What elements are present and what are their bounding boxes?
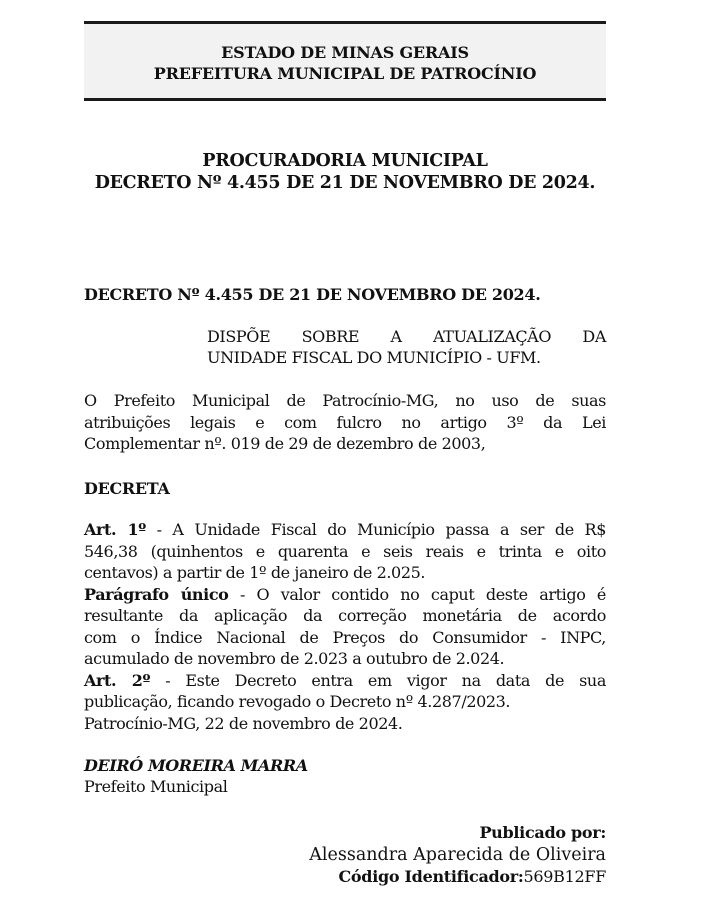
letterhead-municipality: PREFEITURA MUNICIPAL DE PATROCÍNIO [153, 64, 537, 83]
article-1-line-3: centavos) a partir de 1º de janeiro de 2.025. [84, 563, 426, 582]
article-1-line-2: 546,38 (quinhentos e quarenta e seis reais e trinta e oito [84, 541, 606, 561]
article-2-text: - Este Decreto entra em vigor na data de sua [150, 670, 606, 690]
article-1-line-1 [84, 519, 606, 541]
document-title [84, 150, 606, 194]
paragraph-label: Parágrafo único [84, 584, 229, 604]
decree-heading: DECRETO Nº 4.455 DE 21 DE NOVEMBRO DE 2024. [84, 285, 541, 304]
paragraph-line-2: resultante da aplicação da correção monetária de acordo [84, 606, 606, 625]
identifier-code-line [84, 866, 606, 888]
place-date: Patrocínio-MG, 22 de novembro de 2024. [84, 713, 403, 733]
paragraph-text: - O valor contido no caput deste artigo é [228, 584, 607, 604]
article-2-line-1 [84, 670, 606, 692]
article-1-text: - A Unidade Fiscal do Município passa a ser de R$ [145, 520, 606, 539]
article-2-label: Art. 2º [84, 670, 151, 690]
preamble-line-1: O Prefeito Municipal de Patrocínio-MG, no uso de suas [84, 391, 606, 410]
paragraph-line-4: acumulado de novembro de 2.023 a outubro de 2.024. [84, 649, 505, 668]
title-decree: DECRETO Nº 4.455 DE 21 DE NOVEMBRO DE 2024. [94, 173, 596, 193]
signer-role: Prefeito Municipal [84, 777, 228, 796]
identifier-code-label: Código Identificador: [338, 867, 524, 886]
paragraph-line-3: com o Índice Nacional de Preços do Consumidor - INPC, [84, 627, 606, 647]
paragraph-line-1 [84, 584, 606, 606]
title-department: PROCURADORIA MUNICIPAL [202, 151, 488, 171]
preamble [84, 390, 606, 455]
article-1-label: Art. 1º [84, 520, 146, 539]
letterhead-box [84, 21, 606, 101]
ementa [207, 326, 606, 368]
decreta-heading: DECRETA [84, 479, 170, 498]
preamble-line-2: atribuições legais e com fulcro no artigo 3º da Lei [84, 412, 606, 432]
preamble-line-3: Complementar nº. 019 de 29 de dezembro de 2003, [84, 434, 486, 453]
published-by-label: Publicado por: [479, 823, 606, 842]
identifier-code-value: 569B12FF [523, 867, 606, 886]
letterhead-state: ESTADO DE MINAS GERAIS [221, 43, 469, 62]
articles [84, 519, 606, 734]
ementa-line-1: DISPÕE SOBRE A ATUALIZAÇÃO DA [207, 327, 606, 346]
signer-name: DEIRÓ MOREIRA MARRA [84, 756, 308, 775]
ementa-line-2: UNIDADE FISCAL DO MUNICÍPIO - UFM. [207, 348, 541, 367]
signature-block [84, 755, 606, 797]
publisher-name: Alessandra Aparecida de Oliveira [309, 845, 606, 865]
article-2-line-2: publicação, ficando revogado o Decreto nº 4.287/2023. [84, 692, 511, 711]
publication-info [84, 822, 606, 888]
